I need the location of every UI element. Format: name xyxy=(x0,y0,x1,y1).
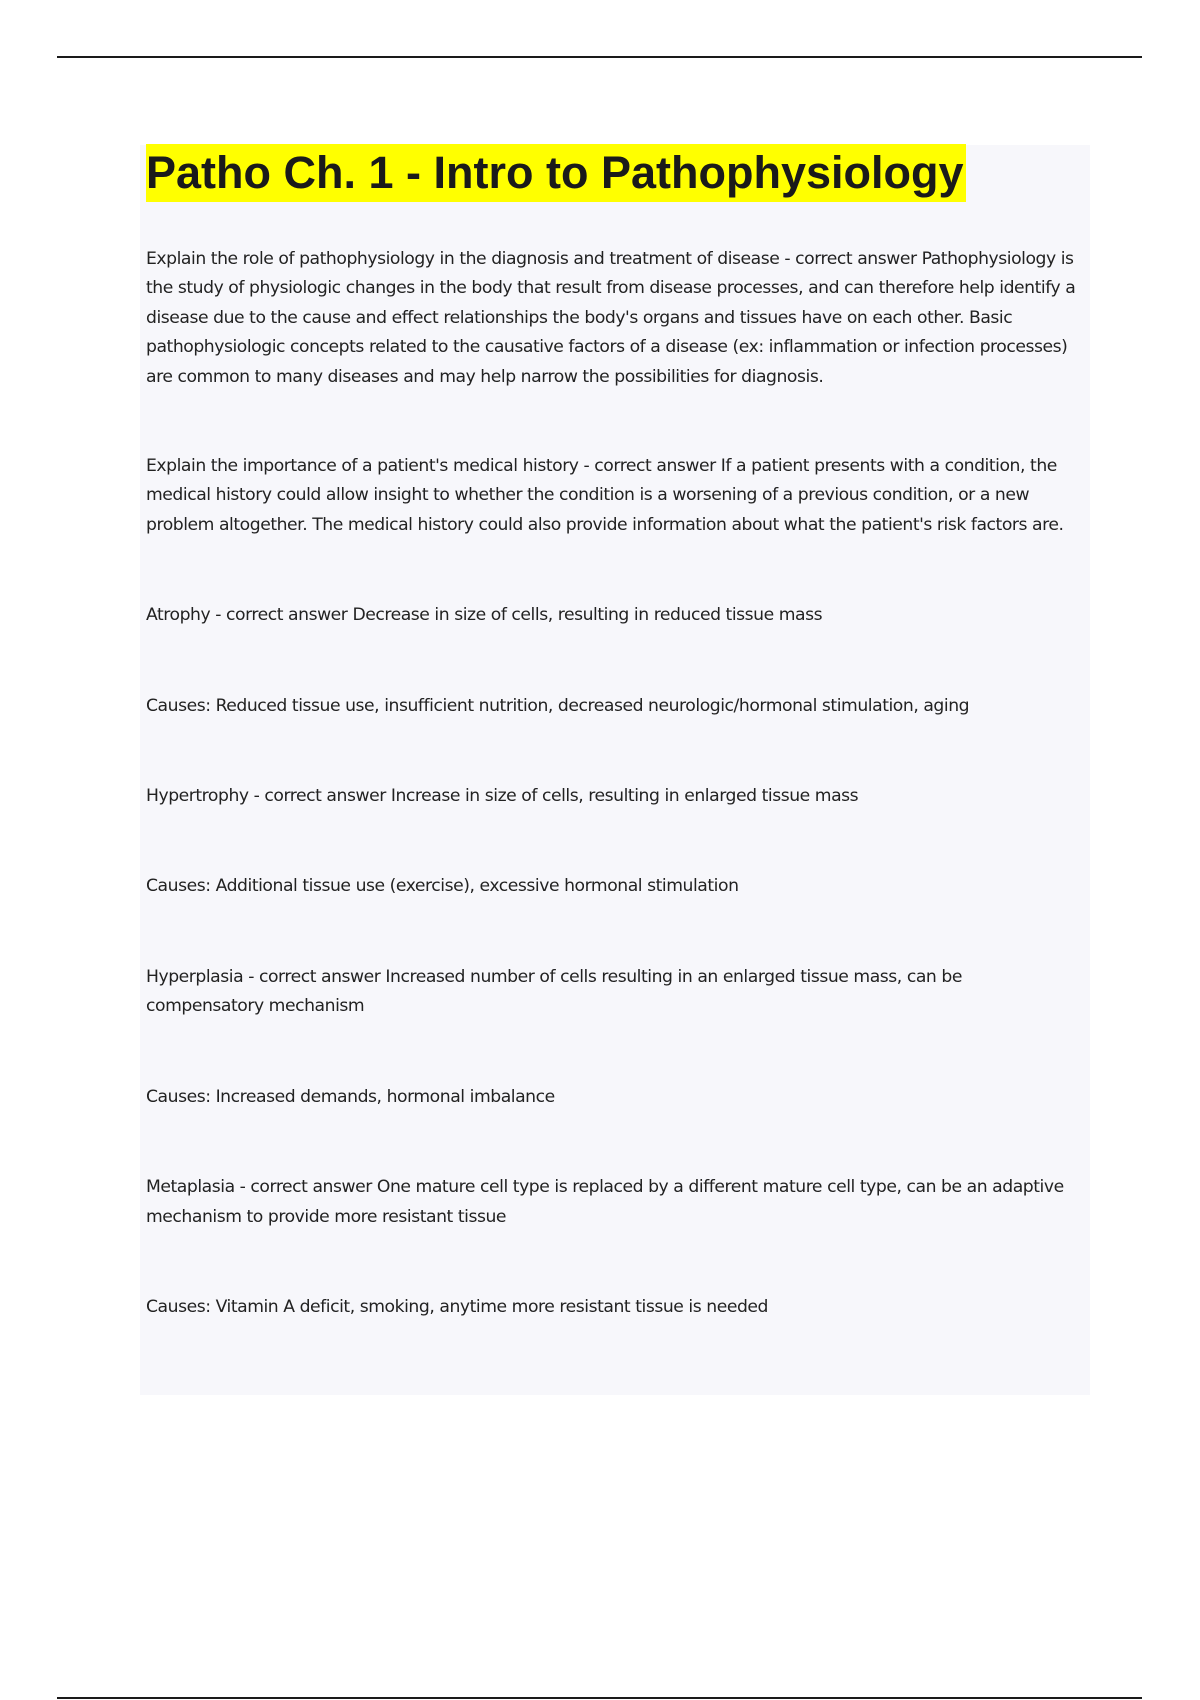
paragraph-metaplasia-causes: Causes: Vitamin A deficit, smoking, anytime more resistant tissue is needed xyxy=(146,1296,768,1317)
top-rule xyxy=(57,56,1142,58)
paragraph-atrophy-causes: Causes: Reduced tissue use, insufficient nutrition, decreased neurologic/hormonal stimulation, aging xyxy=(146,695,970,716)
page-title: Patho Ch. 1 - Intro to Pathophysiology xyxy=(146,144,966,202)
document-body xyxy=(146,245,1081,1322)
paragraph-hypertrophy-causes: Causes: Additional tissue use (exercise), excessive hormonal stimulation xyxy=(146,876,739,897)
paragraph-hyperplasia: Hyperplasia - correct answer Increased number of cells resulting in an enlarged tissue mass, can be compensatory mechanism xyxy=(146,966,962,1017)
paragraph-pathophysiology-role: Explain the role of pathophysiology in the diagnosis and treatment of disease - correct answer Pathophysiology is the study of physiologic changes in the body that result from disease processes, and can therefore help identify a disease due to the cause and effect relationships the body's organs and tissues have on each other. Basic pathophysiologic concepts related to the causative factors of a disease (ex: inflammation or infection processes) are common to many diseases and may help narrow the possibilities for diagnosis. xyxy=(146,249,1076,387)
paragraph-hyperplasia-causes: Causes: Increased demands, hormonal imbalance xyxy=(146,1086,555,1107)
paragraph-metaplasia: Metaplasia - correct answer One mature cell type is replaced by a different mature cell type, can be an adaptive mechanism to provide more resistant tissue xyxy=(146,1177,1064,1227)
paragraph-hypertrophy: Hypertrophy - correct answer Increase in size of cells, resulting in enlarged tissue mass xyxy=(146,786,859,807)
paragraph-medical-history: Explain the importance of a patient's medical history - correct answer If a patient presents with a condition, the medical history could allow insight to whether the condition is a worsening of a previous condition, or a new problem altogether. The medical history could also provide information about what the patient's risk factors are. xyxy=(146,456,1064,535)
title-wrap xyxy=(146,144,966,202)
paragraph-atrophy: Atrophy - correct answer Decrease in size of cells, resulting in reduced tissue mass xyxy=(146,605,823,626)
bottom-rule xyxy=(57,1697,1142,1699)
